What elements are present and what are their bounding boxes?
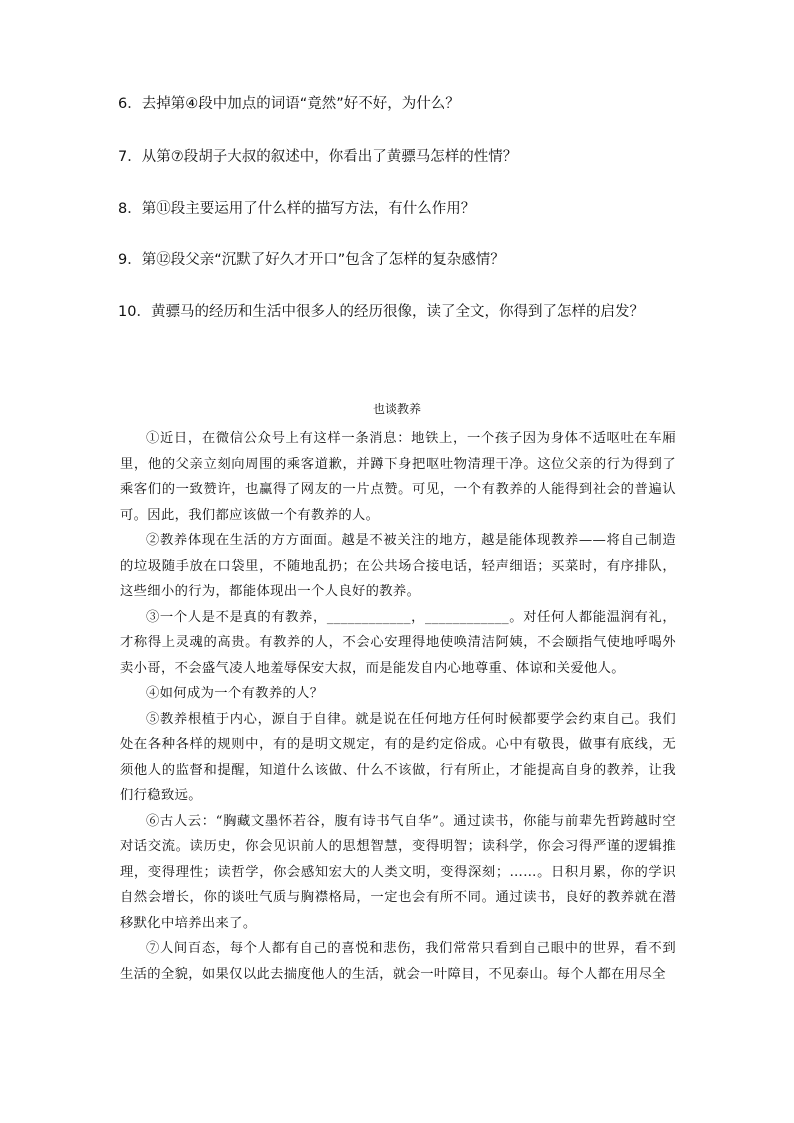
essay-title: 也谈教养 [372,402,421,416]
question-8: 8．第⑪段主要运用了什么样的描写方法，有什么作用？ [118,201,476,217]
question-9: 9．第⑫段父亲“沉默了好久才开口”包含了怎样的复杂感情？ [118,252,505,268]
question-10: 10．黄骠马的经历和生活中很多人的经历很像，读了全文，你得到了怎样的启发？ [118,304,644,320]
essay-paragraph-6: ⑥古人云：“胸藏文墨怀若谷，腹有诗书气自华”。通过读书，你能与前辈先哲跨越时空对话交流。读历史，你会见识前人的思想智慧，变得明智；读科学，你会习得严谨的逻辑推理，变得理性；读哲学，你会感知宏大的人类文明，变得深刻；……。日积月累，你的学识自然会增长，你的谈吐气质与胸襟格局，一定也会有所不同。通过读书，良好的教养就在潜移默化中培养出来了。 [120,813,676,931]
essay-paragraph-1: ①近日，在微信公众号上有这样一条消息：地铁上，一个孩子因为身体不适呕吐在车厢里，他的父亲立刻向周围的乘客道歉，并蹲下身把呕吐物清理干净。这位父亲的行为得到了乘客们的一致赞许，也赢得了网友的一片点赞。可见，一个有教养的人能得到社会的普遍认可。因此，我们都应该做一个有教养的人。 [120,431,676,523]
essay-paragraph-4: ④如何成为一个有教养的人？ [146,686,324,701]
essay-paragraph-5: ⑤教养根植于内心，源自于自律。就是说在任何地方任何时候都要学会约束自己。我们处在各种各样的规则中，有的是明文规定，有的是约定俗成。心中有敬畏，做事有底线，无须他人的监督和提醒，知道什么该做、什么不该做，行有所止，才能提高自身的教养，让我们行稳致远。 [120,711,676,803]
essay-body [120,426,676,987]
essay-paragraph-7: ⑦人间百态，每个人都有自己的喜悦和悲伤，我们常常只看到自己眼中的世界，看不到生活的全貌，如果仅以此去揣度他人的生活，就会一叶障目，不见泰山。每个人都在用尽全 [120,941,676,982]
essay-paragraph-3: ③一个人是不是真的有教养，____________，____________。对任何人都能温润有礼，才称得上灵魂的高贵。有教养的人，不会心安理得地使唤清洁阿姨，不会颐指气使地呼喝外卖小哥，不会盛气凌人地羞辱保安大叔，而是能发自内心地尊重、体谅和关爱他人。 [120,609,676,676]
essay-paragraph-2: ②教养体现在生活的方方面面。越是不被关注的地方，越是能体现教养——将自己制造的垃圾随手放在口袋里，不随地乱扔；在公共场合接电话，轻声细语；买菜时，有序排队，这些细小的行为，都能体现出一个人良好的教养。 [120,533,676,599]
question-7: 7．从第⑦段胡子大叔的叙述中，你看出了黄骠马怎样的性情？ [118,149,518,165]
question-6: 6．去掉第④段中加点的词语“竟然”好不好，为什么？ [118,96,460,112]
